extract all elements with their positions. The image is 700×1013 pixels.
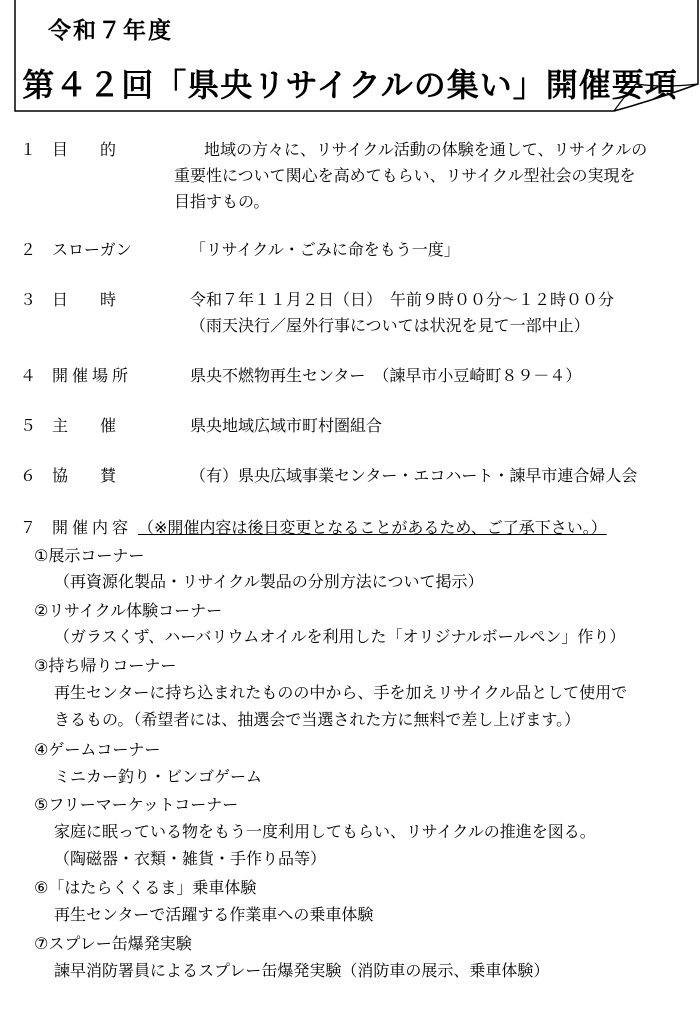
corner-2-line-1: （ガラスくず、ハーバリウムオイルを利用した「オリジナルボールペン」作り） <box>54 627 626 646</box>
item-label: 開催場所 <box>52 366 133 385</box>
item-number: ７ <box>20 518 37 537</box>
contents-note: （※開催内容は後日変更となることがあるため、ご了承下さい。） <box>138 518 607 537</box>
slogan-text: 「リサイクル・ごみに命をもう一度」 <box>190 240 460 259</box>
item-label: 協 賛 <box>52 466 117 485</box>
header-subtitle: 令和７年度 <box>48 18 173 44</box>
datetime-line-1: 令和７年１１月２日（日） 午前９時００分～１２時００分 <box>190 290 615 309</box>
item-label: 主 催 <box>52 416 117 435</box>
item-label: 開催内容 <box>52 518 133 537</box>
corner-2-title: ②リサイクル体験コーナー <box>34 601 223 620</box>
corner-7-title: ⑦スプレー缶爆発実験 <box>34 934 192 953</box>
corner-5-line-2: （陶磁器・衣類・雑貨・手作り品等） <box>54 849 327 868</box>
purpose-line-3: 目指すもの。 <box>174 192 270 211</box>
item-number: ４ <box>20 366 37 385</box>
corner-4-line-1: ミニカー釣り・ビンゴゲーム <box>54 767 263 786</box>
item-number: １ <box>20 140 37 159</box>
corner-1-line-1: （再資源化製品・リサイクル製品の分別方法について掲示） <box>54 572 484 591</box>
item-label: スローガン <box>52 240 132 259</box>
corner-6-title: ⑥「はたらくくるま」乗車体験 <box>34 878 257 897</box>
corner-3-title: ③持ち帰りコーナー <box>34 656 177 675</box>
organizer-text: 県央地域広域市町村圏組合 <box>190 416 383 435</box>
corner-1-title: ①展示コーナー <box>34 546 145 565</box>
item-label: 目 的 <box>52 140 117 159</box>
purpose-line-1: 地域の方々に、リサイクル活動の体験を通して、リサイクルの <box>204 140 648 159</box>
corner-4-title: ④ゲームコーナー <box>34 740 161 759</box>
item-label: 日 時 <box>52 290 117 309</box>
item-number: ５ <box>20 416 37 435</box>
corner-7-line-1: 諫早消防署員によるスプレー缶爆発実験（消防車の展示、乗車体験） <box>54 961 550 980</box>
item-number: ２ <box>20 240 37 259</box>
item-number: ３ <box>20 290 37 309</box>
corner-3-line-2: きるもの。（希望者には、抽選会で当選された方に無料で差し上げます。） <box>54 710 581 729</box>
datetime-line-2: （雨天決行／屋外行事については状況を見て一部中止） <box>190 316 590 335</box>
corner-5-title: ⑤フリーマーケットコーナー <box>34 795 239 814</box>
corner-6-line-1: 再生センターで活躍する作業車への乗車体験 <box>54 905 374 924</box>
sponsor-text: （有）県央広域事業センター・エコハート・諫早市連合婦人会 <box>190 466 638 485</box>
corner-3-line-1: 再生センターに持ち込まれたものの中から、手を加えリサイクル品として使用で <box>54 683 628 702</box>
page-title: 第４２回「県央リサイクルの集い」開催要項 <box>22 66 678 104</box>
purpose-line-2: 重要性について関心を高めてもらい、リサイクル型社会の実現を <box>174 166 636 185</box>
corner-5-line-1: 家庭に眠っている物をもう一度利用してもらい、リサイクルの推進を図る。 <box>54 822 596 841</box>
venue-text: 県央不燃物再生センター （諫早市小豆崎町８９－４） <box>190 366 582 385</box>
item-number: ６ <box>20 466 37 485</box>
